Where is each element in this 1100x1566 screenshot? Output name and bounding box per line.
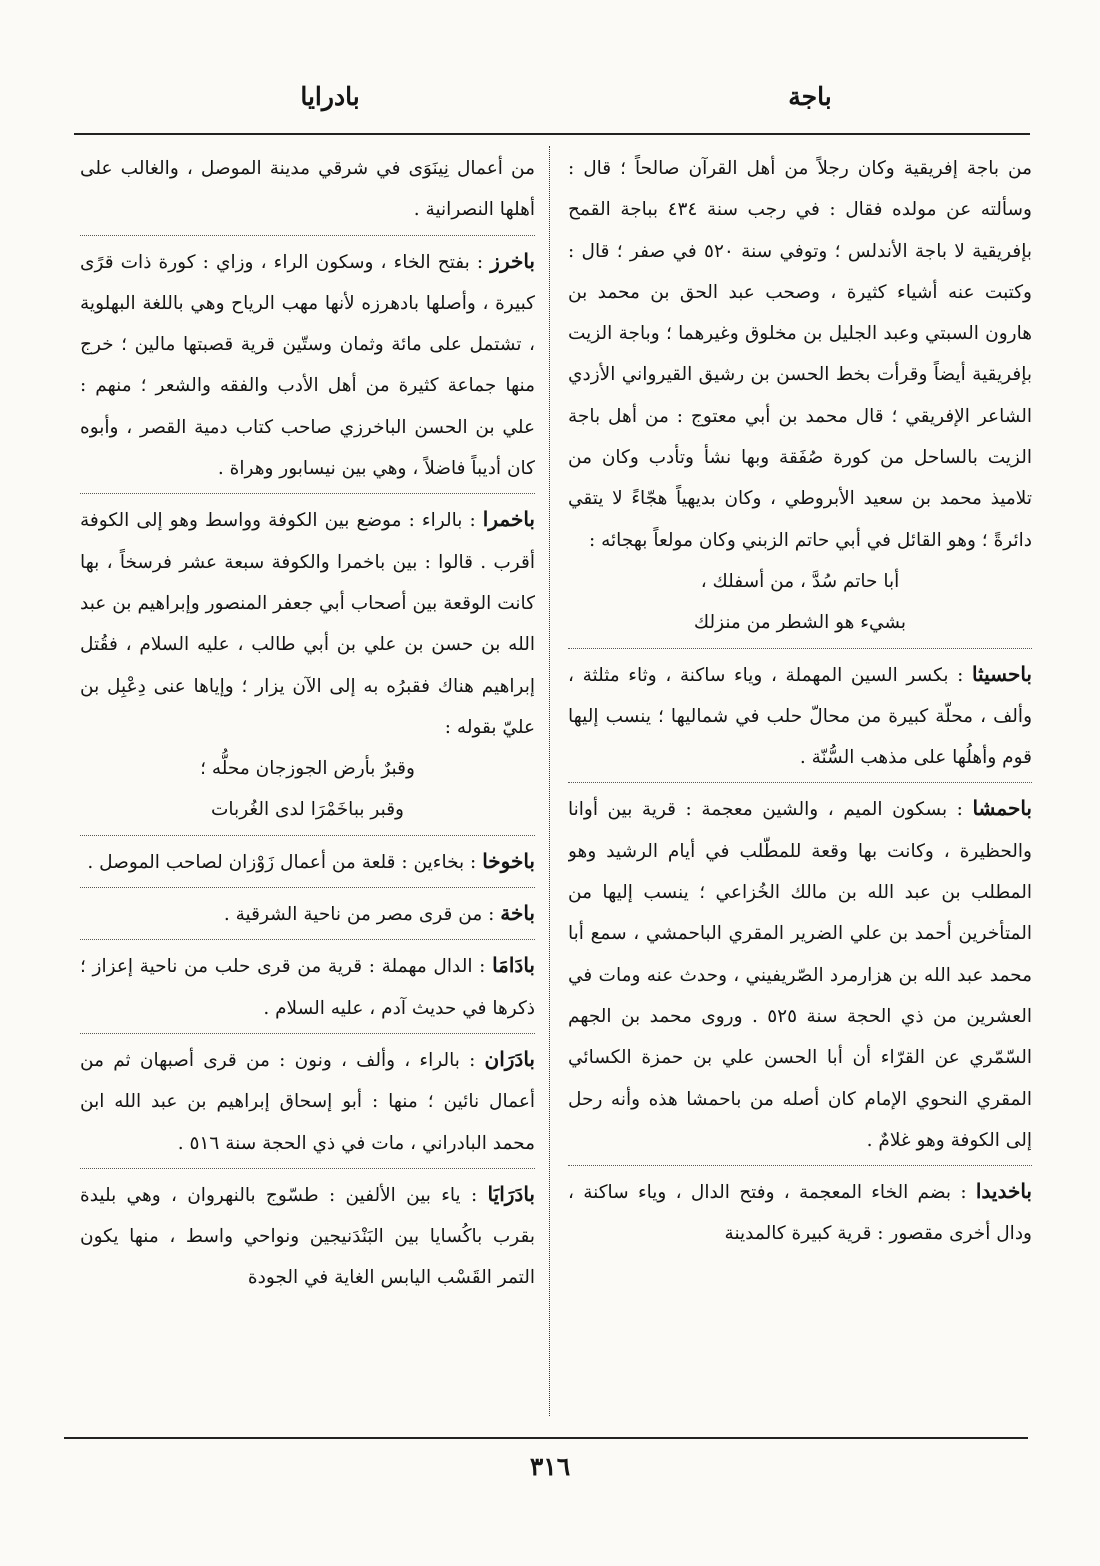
entry-separator bbox=[80, 887, 535, 888]
dictionary-entry bbox=[80, 945, 535, 1029]
entry-separator bbox=[568, 1165, 1032, 1166]
entry-separator bbox=[80, 493, 535, 494]
entry-headword: باخة bbox=[500, 901, 535, 926]
page-number: ٣١٦ bbox=[529, 1452, 571, 1481]
verse-line: بشيء هو الشطر من منزلك bbox=[693, 612, 907, 634]
running-head-right: باجة bbox=[788, 82, 832, 111]
entry-text: : ياء بين الألفين : طسّوج بالنهروان ، وهي بليدة بقرب باكُسايا بين البَنْدَنيجين ونواحي واسط ، منها يكون التمر القَسْب اليابس الغاية في الجودة bbox=[80, 1184, 535, 1289]
entry-text: : بالراء : موضع بين الكوفة وواسط وهو إلى الكوفة أقرب . قالوا : بين باخمرا والكوفة سبعة عشر فرسخاً ، بها كانت الوقعة بين أصحاب أبي جعفر المنصور وإبراهيم بن عبد الله بن حسن بن علي بن أبي طالب ، عليه السلام ، فقُتل إبراهيم هناك فقبرُه به إلى الآن يزار ؛ وإياها عنى دِعْبِل بن عليّ بقوله : bbox=[80, 510, 535, 738]
entry-text: : من قرى مصر من ناحية الشرقية . bbox=[223, 904, 495, 926]
entry-headword: باحمشا bbox=[972, 796, 1032, 821]
entry-text: : بضم الخاء المعجمة ، وفتح الدال ، وياء ساكنة ، ودال أخرى مقصور : قرية كبيرة كالمدينة bbox=[568, 1182, 1032, 1245]
dictionary-entry bbox=[80, 841, 535, 883]
left-column bbox=[80, 148, 535, 1423]
entry-headword: باخوخا bbox=[482, 848, 535, 873]
dictionary-entry bbox=[568, 788, 1032, 1161]
entry-text: : بالراء ، وألف ، ونون : من قرى أصبهان ثم من أعمال نائين ؛ منها : أبو إسحاق إبراهيم بن عبد الله ابن محمد البادراني ، مات في ذي الحجة سنة ٥١٦ . bbox=[80, 1049, 535, 1154]
dictionary-entry bbox=[80, 1174, 535, 1299]
entry-separator bbox=[80, 939, 535, 940]
right-column bbox=[568, 148, 1032, 1423]
dictionary-entry bbox=[80, 241, 535, 490]
entry-text: : بخاءين : قلعة من أعمال زَوْزان لصاحب الموصل . bbox=[87, 851, 477, 873]
dictionary-entry bbox=[568, 1171, 1032, 1255]
header-rule bbox=[74, 133, 1030, 135]
verse-line: وقبر بباخَمْرَا لدى الغُربات bbox=[211, 799, 404, 821]
entry-separator bbox=[80, 1033, 535, 1034]
entry-headword: باخديدا bbox=[975, 1179, 1032, 1204]
entry-headword: باحسيثا bbox=[971, 661, 1032, 686]
entry-headword: بادَرَايَا bbox=[487, 1181, 535, 1206]
continuation-text: من باجة إفريقية وكان رجلاً من أهل القرآن صالحاً ؛ قال : وسألته عن مولده فقال : في رجب سنة ٤٣٤ بباجة القمح بإفريقية لا باجة الأندلس ؛ وتوفي سنة ٥٢٠ في صفر ؛ قال : وكتبت عنه أشياء كثيرة ، وصحب عبد الحق بن محمد بن هارون السبتي وعبد الجليل بن مخلوق وغيرهما ؛ وباجة الزيت بإفريقية أيضاً وقرأت بخط الحسن بن رشيق القيرواني الأزدي الشاعر الإفريقي ؛ قال محمد بن أبي معتوج : من أهل باجة الزيت بالساحل من كورة صُفَقة وبها نشأ وتأدب وكان من تلاميذ محمد بن سعيد الأبروطي ، وكان بديهياً هجّاءً لا يتقي دائرةً ؛ وهو القائل في أبي حاتم الزبني وكان مولعاً بهجائه : bbox=[568, 158, 1032, 551]
entry-text: : بكسر السين المهملة ، وياء ساكنة ، وثاء مثلثة ، وألف ، محلّة كبيرة من محالّ حلب في شماليها ؛ ينسب إليها قوم وأهلُها على مذهب السُّنّة . bbox=[568, 664, 1032, 769]
footer-rule bbox=[64, 1437, 1028, 1439]
dictionary-entry bbox=[80, 893, 535, 935]
verse-line: وقبرٌ بأرض الجوزجان محلُّه ؛ bbox=[200, 758, 415, 780]
entry-headword: باخمرا bbox=[482, 507, 535, 532]
verse-line: أبا حاتم سُدَّ ، من أسفلك ، bbox=[700, 570, 900, 592]
dictionary-entry bbox=[80, 499, 535, 748]
entry-headword: بادَامَا bbox=[492, 953, 535, 978]
running-head-left: بادرايا bbox=[300, 82, 360, 111]
entry-headword: باخرز bbox=[490, 248, 535, 273]
entry-headword: بادَرَان bbox=[484, 1046, 535, 1071]
entry-separator bbox=[568, 648, 1032, 649]
entry-text: : الدال مهملة : قرية من قرى حلب من ناحية إعزاز ؛ ذكرها في حديث آدم ، عليه السلام . bbox=[80, 956, 535, 1019]
dictionary-entry bbox=[568, 654, 1032, 779]
entry-separator bbox=[568, 782, 1032, 783]
dictionary-entry bbox=[80, 1039, 535, 1164]
column-divider bbox=[549, 146, 550, 1416]
continuation-text: من أعمال نِينَوَى في شرقي مدينة الموصل ، والغالب على أهلها النصرانية . bbox=[80, 158, 535, 221]
entry-separator bbox=[80, 235, 535, 236]
entry-text: : بسكون الميم ، والشين معجمة : قرية بين أوانا والحظيرة ، وكانت بها وقعة للمطّلب في أيام الرشيد وهو المطلب بن عبد الله بن مالك الخُزاعي ؛ ينسب إليها من المتأخرين أحمد بن علي الضرير المقري الباحمشي ، سمع أبا محمد عبد الله بن هزارمرد الصّريفيني ، وحدث عنه ومات في العشرين من ذي الحجة سنة ٥٢٥ . وروى محمد بن الجهم السّمّري عن القرّاء أن أبا الحسن علي بن حمزة الكسائي المقري النحوي الإمام كان أصله من باحمشا هذه وأنه رحل إلى الكوفة وهو غلامٌ . bbox=[568, 799, 1032, 1151]
entry-separator bbox=[80, 1168, 535, 1169]
entry-separator bbox=[80, 835, 535, 836]
entry-text: : بفتح الخاء ، وسكون الراء ، وزاي : كورة ذات قرًى كبيرة ، وأصلها بادهرزه لأنها مهب الرياح وهي باللغة البهلوية ، تشتمل على مائة وثمان وستّين قرية قصبتها مالين ؛ خرج منها جماعة كثيرة من أهل الأدب والفقه والشعر ؛ منهم : علي بن الحسن الباخرزي صاحب كتاب دمية القصر ، وأبوه كان أديباً فاضلاً ، وهي بين نيسابور وهراة . bbox=[80, 251, 535, 480]
